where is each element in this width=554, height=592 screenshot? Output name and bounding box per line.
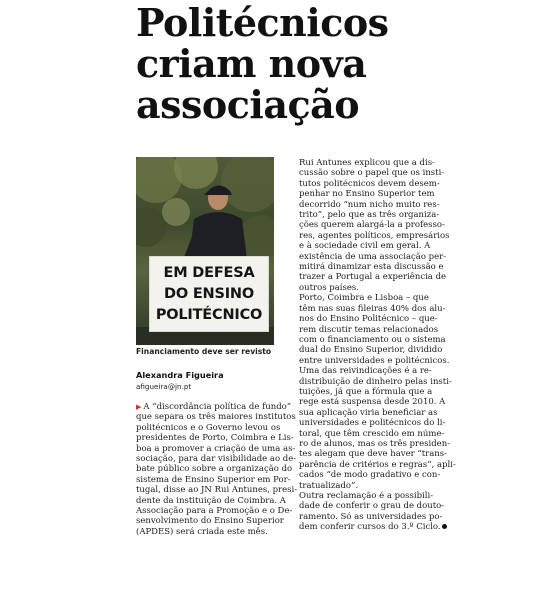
body-line: rem discutir temas relacionados — [299, 324, 439, 335]
body-line: têm nas suas fileiras 40% dos alu- — [299, 303, 446, 314]
body-line: (APDES) será criada este mês. — [136, 526, 268, 537]
body-line: nos do Ensino Politécnico – que- — [299, 314, 438, 325]
paragraph — [290, 491, 445, 533]
sign-line: EM DEFESA — [163, 264, 255, 281]
body-line: presidentes de Porto, Coimbra e Lis- — [136, 433, 294, 444]
body-line: Porto, Coimbra e Lisboa – que — [299, 293, 429, 304]
body-line: entre universidades e politécnicos. — [299, 355, 450, 366]
body-line: res, agentes políticos, empresários — [299, 230, 450, 241]
body-line: penhar no Ensino Superior tem — [299, 189, 435, 200]
lead-column — [136, 402, 298, 537]
body-line: Uma das reivindicações é a re- — [299, 366, 432, 377]
body-line: cussão sobre o papel que os insti- — [299, 168, 445, 179]
paragraph — [290, 366, 456, 491]
body-line: senvolvimento do Ensino Superior — [136, 516, 284, 527]
body-line: que separa os três maiores institutos — [136, 412, 296, 423]
author-email[interactable]: afigueira@jn.pt — [136, 382, 192, 391]
headline — [136, 2, 436, 125]
body-line: bate público sobre a organização do — [136, 464, 293, 475]
body-line: ro de alunos, mas os três presiden- — [299, 438, 451, 449]
body-line — [290, 522, 441, 533]
body-line: distribuição de dinheiro pelas insti- — [299, 376, 452, 387]
body-line: politécnicos e o Governo levou os — [136, 422, 281, 433]
body-line: trazer a Portugal a experiência de — [299, 272, 447, 283]
protest-photo — [136, 157, 274, 345]
body-line: dade de conferir o grau de douto- — [299, 501, 445, 512]
sign-line: POLITÉCNICO — [155, 306, 263, 323]
body-line: Outra reclamação é a possibili- — [299, 491, 434, 501]
body-line: parência de critérios e regras”, apli- — [299, 459, 456, 470]
body-line: ções querem alargá-la a professo- — [299, 220, 445, 231]
body-line: sociação, para dar visibilidade ao de- — [136, 454, 297, 465]
paragraph — [290, 158, 450, 293]
body-line: decorrido “num nicho muito res- — [299, 199, 440, 210]
body-line: universidades e politécnicos do li- — [299, 418, 446, 429]
author-name: Alexandra Figueira — [136, 370, 224, 380]
body-line: toral, que têm crescido em núme- — [299, 428, 445, 439]
body-line: com o financiamento ou o sistema — [299, 334, 446, 345]
headline-line: Politécnicos — [136, 0, 389, 45]
body-line: tuições, já que a fórmula que a — [299, 386, 433, 397]
right-column — [290, 158, 456, 533]
body-line: dente da instituição de Coimbra. A — [136, 495, 286, 506]
body-line: ramento. Só as universidades po- — [299, 511, 443, 522]
body-line: tutos politécnicos devem desem- — [299, 178, 440, 189]
body-line: cados “de modo gradativo e con- — [299, 470, 441, 481]
body-line: Rui Antunes explicou que a dis- — [299, 158, 435, 168]
end-of-article-icon — [442, 524, 447, 529]
photo-caption: Financiamento deve ser revisto — [136, 347, 272, 356]
body-line: e à sociedade civil em geral. A — [299, 241, 431, 252]
body-line: trito”, pelo que as três organiza- — [299, 210, 440, 221]
paragraph — [290, 293, 450, 366]
body-line: sistema de Ensino Superior em Por- — [136, 474, 291, 485]
headline-line: associação — [136, 82, 360, 127]
body-line: sua aplicação viria beneficiar as — [299, 407, 438, 418]
body-line: rege está suspensa desde 2010. A — [299, 397, 446, 408]
lead-text: A “discordância política de fundo” — [143, 402, 292, 412]
body-line: tugal, disse ao JN Rui Antunes, presi- — [136, 485, 298, 496]
lead-arrow-icon: ▶ — [136, 403, 142, 411]
body-line: boa a promover a criação de uma as- — [136, 443, 296, 454]
body-line: Associação para a Promoção e o De- — [136, 506, 293, 517]
final-line-text: dem conferir cursos do 3.º Ciclo. — [299, 522, 441, 533]
headline-line: criam nova — [136, 41, 367, 86]
body-line: existência de uma associação per- — [299, 251, 447, 262]
lead-line — [136, 402, 292, 412]
body-line: tratualizado”. — [299, 480, 359, 491]
body-line: outros países. — [299, 282, 359, 293]
sign-line: DO ENSINO — [164, 285, 254, 302]
body-line: tes alegam que deve haver “trans- — [299, 449, 447, 460]
body-line: dual do Ensino Superior, dividido — [299, 345, 443, 356]
protest-sign — [149, 256, 269, 332]
body-line: mitirá dinamizar esta discussão e — [299, 262, 444, 273]
